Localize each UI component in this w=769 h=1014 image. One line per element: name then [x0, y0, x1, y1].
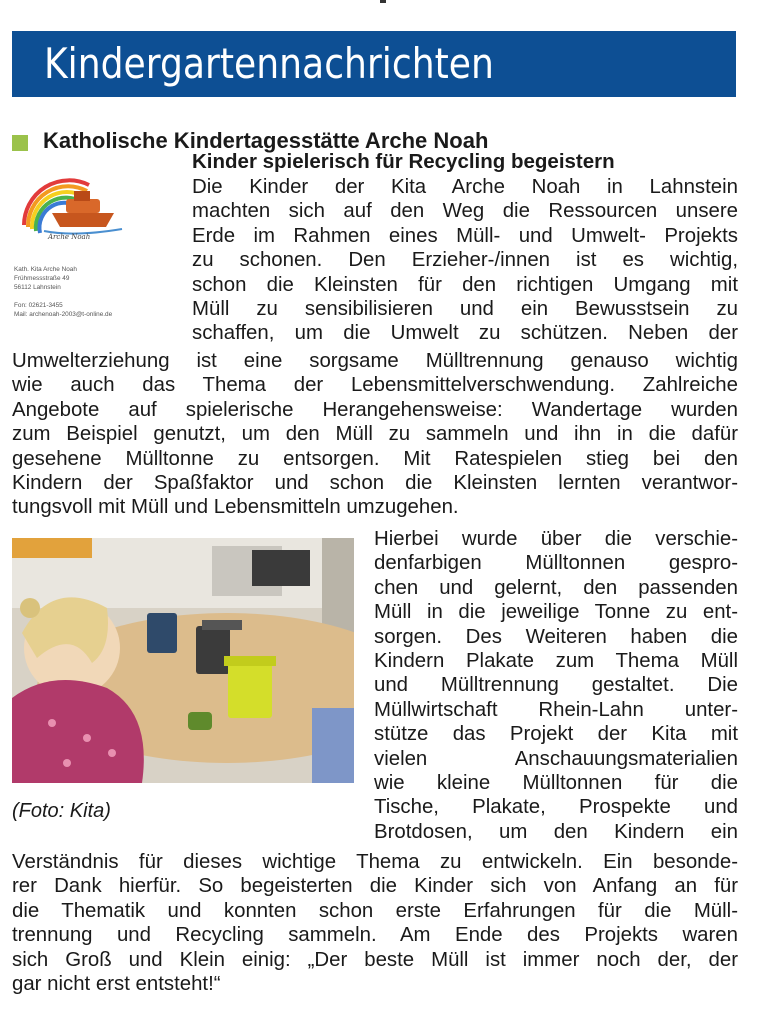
logo-caption: Arche Noah [48, 233, 91, 241]
text-line: Müll zu sensibilisieren und ein Bewusstsein zu [192, 298, 738, 321]
text-line: Kindern der Spaßfaktor und schon die Kleinsten lernten verantwor- [12, 472, 738, 495]
text-line: wie kleine Mülltonnen für die [374, 772, 738, 795]
text-line: tungsvoll mit Müll und Lebensmitteln umzugehen. [12, 496, 459, 519]
text-line: zum Beispiel genutzt, um den Müll zu sammeln und ihn in die dafür [12, 423, 738, 446]
address-line: Kath. Kita Arche Noah [14, 266, 77, 273]
address-line: Frühmessstraße 49 [14, 275, 70, 282]
bullet-square-icon [12, 135, 28, 151]
text-line: Die Kinder der Kita Arche Noah in Lahnstein [192, 176, 738, 198]
children-recycling-photo [12, 538, 354, 783]
text-line: sorgen. Des Weiteren haben die [374, 625, 738, 648]
text-line: zu schonen. Den Erzieher-/innen ist es wichtig, [192, 249, 738, 272]
text-line: machten sich auf den Weg die Ressourcen unsere [192, 200, 738, 223]
text-line: Umwelterziehung ist eine sorgsame Mülltrennung genauso wichtig [12, 350, 738, 372]
organization-title: Katholische Kindertagesstätte Arche Noah [43, 128, 489, 153]
text-line: Müllwirtschaft Rhein-Lahn unter- [374, 698, 738, 721]
body-paragraph-4 [12, 850, 738, 996]
text-line: trennung und Recycling sammeln. Am Ende des Projekts waren [12, 924, 738, 947]
text-line: Angebote auf spielerische Herangehensweise: Wandertage wurden [12, 398, 738, 421]
photo-caption: (Foto: Kita) [12, 800, 111, 822]
address-gap [14, 292, 112, 301]
text-line: Tische, Plakate, Prospekte und [374, 796, 738, 819]
section-title: Kindergartennachrichten [44, 39, 494, 88]
text-line: schon die Kleinsten für den richtigen Umgang mit [192, 273, 738, 296]
text-line: Kindern Plakate zum Thema Müll [374, 650, 738, 673]
text-line: und Mülltrennung gestaltet. Die [374, 674, 738, 697]
text-line: die Thematik und konnten schon erste Erfahrungen für die Müll- [12, 899, 738, 922]
text-line: rer Dank hierfür. So begeisterten die Kinder sich von Anfang an für [12, 875, 738, 898]
text-line: vielen Anschauungsmaterialien [374, 747, 738, 770]
body-paragraph-1 [192, 175, 738, 346]
section-banner [12, 31, 736, 97]
kita-logo [14, 165, 184, 335]
text-line: sich Groß und Klein einig: „Der beste Müll ist immer noch der, der [12, 948, 738, 971]
address-line: Fon: 02621-3455 [14, 302, 63, 309]
body-paragraph-3 [374, 527, 738, 844]
text-line: gar nicht erst entsteht!“ [12, 973, 221, 996]
text-line: Erde im Rahmen eines Müll- und Umwelt- Projekts [192, 224, 738, 247]
text-line: schaffen, um die Umwelt zu schützen. Neben der [192, 322, 738, 345]
text-line: Brotdosen, um den Kindern ein [374, 820, 738, 843]
article-headline: Kinder spielerisch für Recycling begeistern [192, 150, 615, 173]
text-line: chen und gelernt, den passenden [374, 576, 738, 599]
text-line: wie auch das Thema der Lebensmittelverschwendung. Zahlreiche [12, 374, 738, 397]
article-photo [12, 538, 354, 783]
page-edge-mark [380, 0, 386, 3]
text-line: Müll in die jeweilige Tonne zu ent- [374, 601, 738, 624]
text-line: Hierbei wurde über die verschie- [374, 528, 738, 550]
logo-address [14, 265, 112, 319]
address-line: Mail: archenoah-2003@t-online.de [14, 311, 113, 318]
address-line: 56112 Lahnstein [14, 284, 61, 291]
text-line: gesehene Mülltonne zu entsorgen. Mit Ratespielen stieg bei den [12, 447, 738, 470]
text-line: Verständnis für dieses wichtige Thema zu entwickeln. Ein besonde- [12, 851, 738, 873]
body-paragraph-2 [12, 349, 738, 520]
text-line: stütze das Projekt der Kita mit [374, 723, 738, 746]
text-line: denfarbigen Mülltonnen gespro- [374, 552, 738, 575]
